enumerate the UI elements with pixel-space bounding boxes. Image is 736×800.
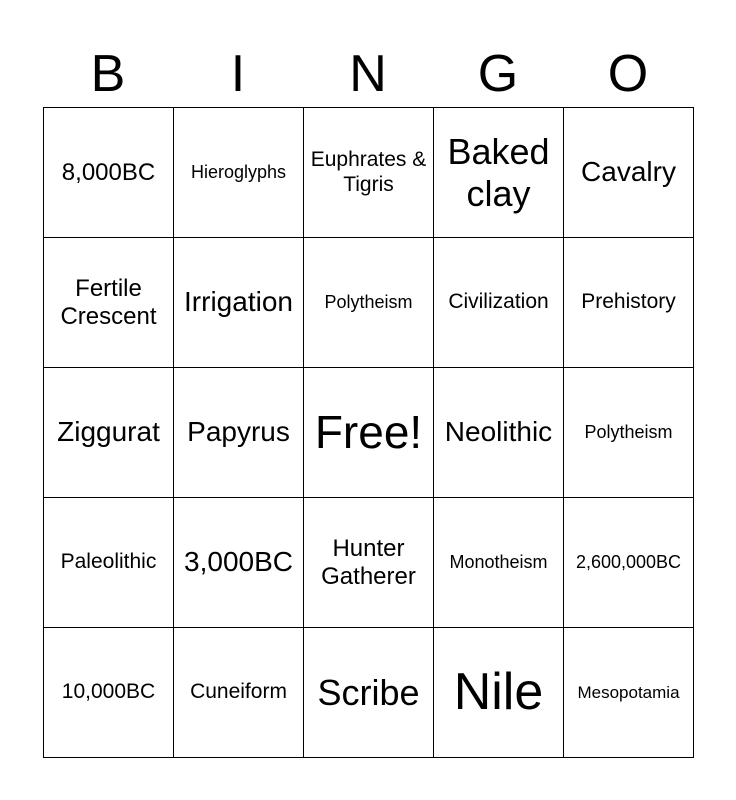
bingo-header	[43, 40, 693, 108]
board-row	[44, 368, 694, 498]
bingo-cell: Paleolithic	[44, 498, 174, 628]
bingo-cell: Ziggurat	[44, 368, 174, 498]
board-row	[44, 498, 694, 628]
bingo-cell: Nile	[434, 628, 564, 758]
bingo-cell: Scribe	[304, 628, 434, 758]
header-letter-n: N	[349, 45, 387, 103]
bingo-cell: Fertile Crescent	[44, 238, 174, 368]
bingo-cell: Mesopotamia	[564, 628, 694, 758]
bingo-cell: Irrigation	[174, 238, 304, 368]
free-space-cell: Free!	[304, 368, 434, 498]
bingo-cell: 10,000BC	[44, 628, 174, 758]
bingo-cell: Hieroglyphs	[174, 108, 304, 238]
bingo-cell: Hunter Gatherer	[304, 498, 434, 628]
bingo-cell: 8,000BC	[44, 108, 174, 238]
bingo-cell: Monotheism	[434, 498, 564, 628]
header-letter-b: B	[90, 45, 126, 103]
bingo-cell: 3,000BC	[174, 498, 304, 628]
bingo-board	[43, 107, 694, 758]
board-row	[44, 108, 694, 238]
bingo-cell: Polytheism	[304, 238, 434, 368]
bingo-cell: Civilization	[434, 238, 564, 368]
bingo-cell: Prehistory	[564, 238, 694, 368]
bingo-cell: Euphrates & Tigris	[304, 108, 434, 238]
header-letter-g: G	[477, 45, 519, 103]
bingo-cell: Papyrus	[174, 368, 304, 498]
bingo-cell: Polytheism	[564, 368, 694, 498]
board-row	[44, 238, 694, 368]
header-letter-o: O	[607, 45, 649, 103]
bingo-cell: Baked clay	[434, 108, 564, 238]
header-letter-i: I	[230, 45, 246, 103]
bingo-cell: Cuneiform	[174, 628, 304, 758]
bingo-cell: Cavalry	[564, 108, 694, 238]
bingo-cell: 2,600,000BC	[564, 498, 694, 628]
board-row	[44, 628, 694, 758]
bingo-cell: Neolithic	[434, 368, 564, 498]
